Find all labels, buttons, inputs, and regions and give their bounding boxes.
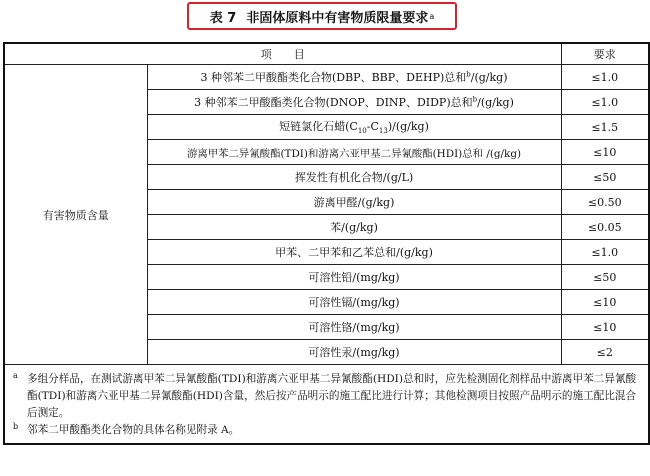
table-row: [4, 65, 649, 90]
requirement-cell: ≤1.5: [561, 115, 649, 140]
item-cell: 甲苯、二甲苯和乙苯总和/(g/kg): [147, 240, 561, 265]
item-cell: 短链氯化石蜡$(C_{10}-C_{13})/(g/kg)$: [147, 115, 561, 140]
footnote-marker: a: [13, 371, 18, 380]
requirement-cell: ≤0.50: [561, 190, 649, 215]
requirement-cell: ≤1.0: [561, 240, 649, 265]
item-cell: 游离甲醛/(g/kg): [147, 190, 561, 215]
footnote-marker: b: [13, 422, 19, 431]
item-cell: 可溶性镉/(mg/kg): [147, 290, 561, 315]
item-cell: 可溶性汞/(mg/kg): [147, 340, 561, 365]
footnote-a: [13, 371, 640, 422]
requirement-cell: ≤2: [561, 340, 649, 365]
title-footnote-marker: a: [429, 11, 435, 21]
category-cell: 有害物质含量: [4, 65, 147, 365]
requirement-cell: ≤10: [561, 140, 649, 165]
item-cell: 可溶性铬/(mg/kg): [147, 315, 561, 340]
requirement-cell: ≤0.05: [561, 215, 649, 240]
limits-table-container: [3, 42, 648, 474]
table-title: [187, 2, 457, 30]
limits-table: [3, 42, 650, 445]
item-cell: 3 种邻苯二甲酸酯类化合物(DBP、BBP、DEHP)总和$^b$/(g/kg): [147, 65, 561, 90]
table-title-area: [0, 0, 650, 36]
footnote-text: 多组分样品，在测试游离甲苯二异氰酸酯(TDI)和游离六亚甲基二异氰酸酯(HDI)总和时，应先检测固化剂样品中游离甲苯二异氰酸酯(TDI)和游离六亚甲基二异氰酸酯(HDI)含量，然后按产品明示的施工配比进行计算；其他检测项目按照产品明示的施工配比混合后测定。: [27, 373, 637, 419]
requirement-cell: ≤1.0: [561, 65, 649, 90]
item-cell: 可溶性铅/(mg/kg): [147, 265, 561, 290]
header-requirement: 要求: [561, 43, 649, 65]
item-cell: 3 种邻苯二甲酸酯类化合物(DNOP、DINP、DIDP)总和$^b$/(g/kg): [147, 90, 561, 115]
item-cell: 苯/(g/kg): [147, 215, 561, 240]
requirement-cell: ≤10: [561, 290, 649, 315]
requirement-cell: ≤1.0: [561, 90, 649, 115]
notes-row: [4, 365, 649, 445]
requirement-cell: ≤50: [561, 165, 649, 190]
footnote-text: 邻苯二甲酸酯类化合物的具体名称见附录 A。: [27, 424, 240, 436]
table-header-row: [4, 43, 649, 65]
table-number: 表 7: [209, 10, 237, 26]
footnote-b: [13, 422, 640, 439]
table-notes: [4, 365, 649, 445]
table-title-text: 非固体原料中有害物质限量要求: [246, 10, 429, 26]
item-cell: 挥发性有机化合物/(g/L): [147, 165, 561, 190]
requirement-cell: ≤50: [561, 265, 649, 290]
requirement-cell: ≤10: [561, 315, 649, 340]
header-item: 项 目: [4, 43, 561, 65]
item-cell: 游离甲苯二异氰酸酯(TDI)和游离六亚甲基二异氰酸酯(HDI)总和 /(g/kg): [147, 140, 561, 165]
